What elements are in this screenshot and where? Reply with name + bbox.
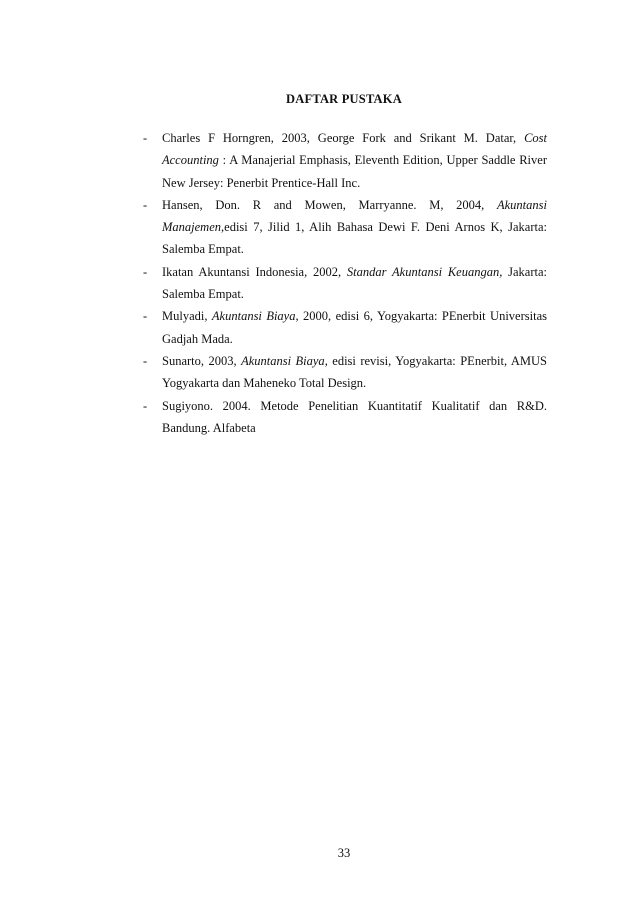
list-bullet: - xyxy=(143,131,148,145)
reference-title: Akuntansi Biaya xyxy=(211,309,296,324)
reference-text: Charles F Horngren, 2003, George Fork and Srikant M. Datar, xyxy=(162,131,525,145)
reference-details: edisi 7, Jilid 1, Alih Bahasa Dewi F. Deni Arnos K, Jakarta: Salemba Empat. xyxy=(162,220,547,257)
reference-details: , 2000, edisi 6, Yogyakarta: PEnerbit Universitas Gadjah Mada. xyxy=(162,309,547,346)
reference-title: Akuntansi Manajemen, xyxy=(162,197,547,235)
page-number: 33 xyxy=(337,846,351,860)
reference-text: Sugiyono. 2004. Metode Penelitian Kuantitatif Kualitatif dan R&D. Bandung. Alfabeta xyxy=(162,398,547,435)
list-bullet: - xyxy=(143,309,148,324)
reference-item xyxy=(143,127,547,194)
list-bullet: - xyxy=(143,264,148,279)
reference-text: Hansen, Don. R and Mowen, Marryanne. M, 2004, xyxy=(162,197,497,212)
list-bullet: - xyxy=(143,398,148,413)
reference-item xyxy=(143,350,547,395)
reference-title: Standar Akuntansi Keuangan, xyxy=(346,264,503,279)
reference-title: Akuntansi Biaya xyxy=(241,353,325,368)
reference-list xyxy=(143,127,547,439)
list-bullet: - xyxy=(143,197,148,212)
reference-text: Sunarto, 2003, xyxy=(162,353,242,368)
reference-item xyxy=(143,395,547,440)
reference-details: : A Manajerial Emphasis, Eleventh Edition, Upper Saddle River New Jersey: Penerbit Prentice-Hall Inc. xyxy=(162,153,547,190)
reference-details: , edisi revisi, Yogyakarta: PEnerbit, AMUS Yogyakarta dan Maheneko Total Design. xyxy=(162,353,547,391)
reference-details: Jakarta: Salemba Empat. xyxy=(162,264,547,302)
page-title: DAFTAR PUSTAKA xyxy=(286,92,402,106)
reference-title: Cost Accounting xyxy=(162,131,547,168)
reference-text: Mulyadi, xyxy=(162,309,212,324)
list-bullet: - xyxy=(143,353,148,368)
reference-item xyxy=(143,194,547,261)
reference-item xyxy=(143,261,547,306)
reference-item xyxy=(143,305,547,350)
reference-text: Ikatan Akuntansi Indonesia, 2002, xyxy=(162,264,347,279)
